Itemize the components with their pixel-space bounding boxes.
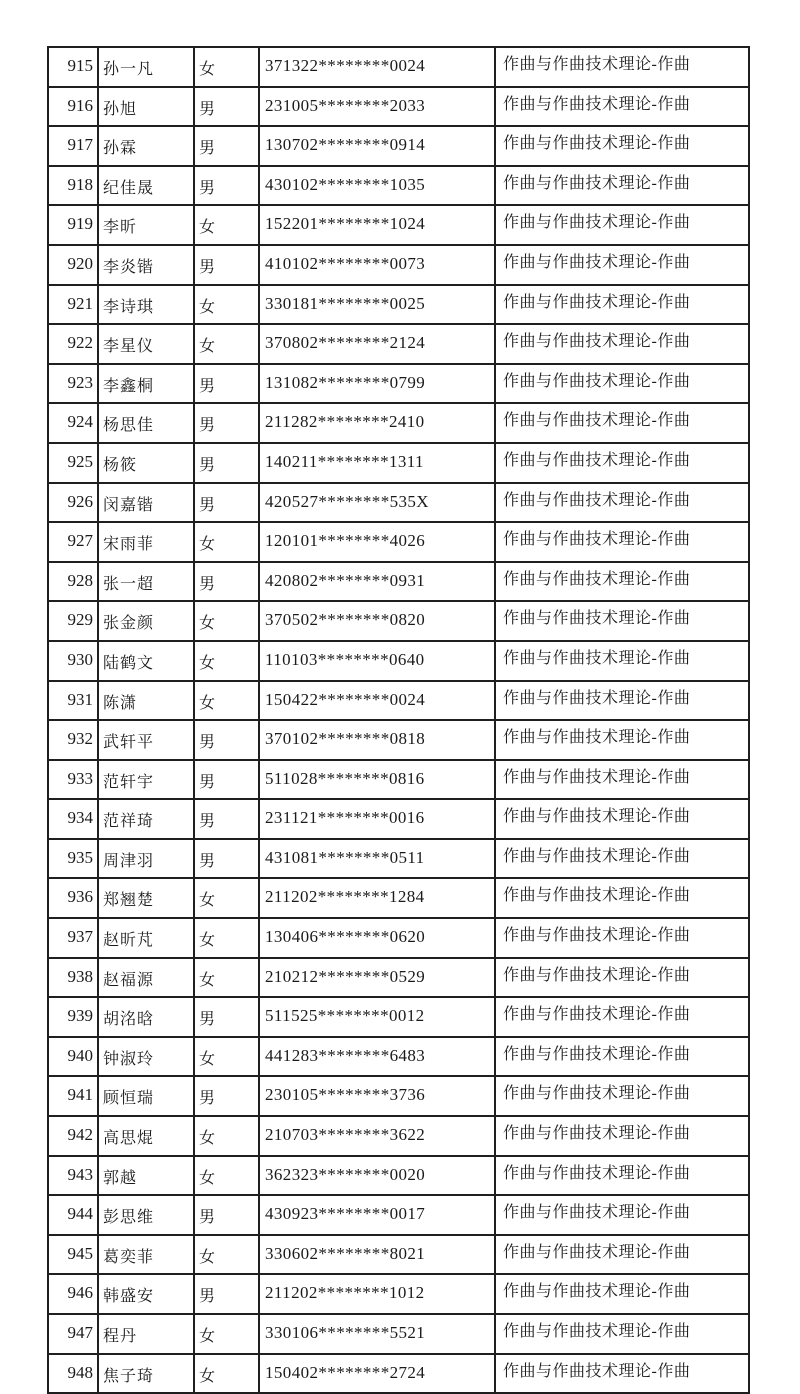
gender-cell: 女 — [194, 522, 259, 562]
name-cell: 闵嘉锴 — [98, 483, 194, 523]
gender-cell: 女 — [194, 1037, 259, 1077]
id-number-cell: 110103********0640 — [259, 641, 495, 681]
major-cell: 作曲与作曲技术理论-作曲 — [495, 1354, 749, 1394]
major-cell: 作曲与作曲技术理论-作曲 — [495, 1235, 749, 1275]
major-cell: 作曲与作曲技术理论-作曲 — [495, 918, 749, 958]
row-number-cell: 928 — [48, 562, 98, 602]
table-row — [48, 126, 749, 166]
major-cell: 作曲与作曲技术理论-作曲 — [495, 47, 749, 87]
row-number-cell: 922 — [48, 324, 98, 364]
table-row — [48, 1274, 749, 1314]
row-number-cell: 936 — [48, 878, 98, 918]
major-cell: 作曲与作曲技术理论-作曲 — [495, 403, 749, 443]
gender-cell: 女 — [194, 1314, 259, 1354]
row-number-cell: 934 — [48, 799, 98, 839]
gender-cell: 男 — [194, 364, 259, 404]
id-number-cell: 420527********535X — [259, 483, 495, 523]
table-row — [48, 324, 749, 364]
major-cell: 作曲与作曲技术理论-作曲 — [495, 1314, 749, 1354]
name-cell: 周津羽 — [98, 839, 194, 879]
table-row — [48, 799, 749, 839]
name-cell: 李炎锴 — [98, 245, 194, 285]
name-cell: 陆鹤文 — [98, 641, 194, 681]
row-number-cell: 931 — [48, 681, 98, 721]
row-number-cell: 927 — [48, 522, 98, 562]
gender-cell: 女 — [194, 601, 259, 641]
id-number-cell: 430923********0017 — [259, 1195, 495, 1235]
row-number-cell: 944 — [48, 1195, 98, 1235]
table-row — [48, 1354, 749, 1394]
row-number-cell: 947 — [48, 1314, 98, 1354]
row-number-cell: 917 — [48, 126, 98, 166]
id-number-cell: 210212********0529 — [259, 958, 495, 998]
major-cell: 作曲与作曲技术理论-作曲 — [495, 1156, 749, 1196]
row-number-cell: 942 — [48, 1116, 98, 1156]
gender-cell: 男 — [194, 443, 259, 483]
name-cell: 陈潇 — [98, 681, 194, 721]
id-number-cell: 371322********0024 — [259, 47, 495, 87]
gender-cell: 男 — [194, 483, 259, 523]
table-row — [48, 1037, 749, 1077]
major-cell: 作曲与作曲技术理论-作曲 — [495, 1037, 749, 1077]
major-cell: 作曲与作曲技术理论-作曲 — [495, 522, 749, 562]
major-cell: 作曲与作曲技术理论-作曲 — [495, 205, 749, 245]
id-number-cell: 330602********8021 — [259, 1235, 495, 1275]
row-number-cell: 930 — [48, 641, 98, 681]
id-number-cell: 330106********5521 — [259, 1314, 495, 1354]
major-cell: 作曲与作曲技术理论-作曲 — [495, 126, 749, 166]
name-cell: 赵福源 — [98, 958, 194, 998]
id-number-cell: 362323********0020 — [259, 1156, 495, 1196]
id-number-cell: 370802********2124 — [259, 324, 495, 364]
row-number-cell: 933 — [48, 760, 98, 800]
row-number-cell: 925 — [48, 443, 98, 483]
gender-cell: 女 — [194, 878, 259, 918]
name-cell: 杨筱 — [98, 443, 194, 483]
major-cell: 作曲与作曲技术理论-作曲 — [495, 324, 749, 364]
major-cell: 作曲与作曲技术理论-作曲 — [495, 1076, 749, 1116]
id-number-cell: 210703********3622 — [259, 1116, 495, 1156]
id-number-cell: 150422********0024 — [259, 681, 495, 721]
major-cell: 作曲与作曲技术理论-作曲 — [495, 641, 749, 681]
name-cell: 张金颜 — [98, 601, 194, 641]
table-row — [48, 364, 749, 404]
row-number-cell: 932 — [48, 720, 98, 760]
name-cell: 范祥琦 — [98, 799, 194, 839]
id-number-cell: 231005********2033 — [259, 87, 495, 127]
row-number-cell: 937 — [48, 918, 98, 958]
table-row — [48, 87, 749, 127]
major-cell: 作曲与作曲技术理论-作曲 — [495, 285, 749, 325]
row-number-cell: 924 — [48, 403, 98, 443]
row-number-cell: 921 — [48, 285, 98, 325]
name-cell: 葛奕菲 — [98, 1235, 194, 1275]
table-row — [48, 483, 749, 523]
table-row — [48, 443, 749, 483]
table-row — [48, 641, 749, 681]
id-number-cell: 211202********1284 — [259, 878, 495, 918]
id-number-cell: 211202********1012 — [259, 1274, 495, 1314]
table-row — [48, 1235, 749, 1275]
gender-cell: 男 — [194, 166, 259, 206]
name-cell: 李昕 — [98, 205, 194, 245]
table-row — [48, 47, 749, 87]
table-body — [48, 47, 749, 1393]
gender-cell: 男 — [194, 997, 259, 1037]
major-cell: 作曲与作曲技术理论-作曲 — [495, 720, 749, 760]
name-cell: 郑翘楚 — [98, 878, 194, 918]
name-cell: 顾恒瑞 — [98, 1076, 194, 1116]
name-cell: 高思焜 — [98, 1116, 194, 1156]
gender-cell: 男 — [194, 562, 259, 602]
row-number-cell: 945 — [48, 1235, 98, 1275]
id-number-cell: 431081********0511 — [259, 839, 495, 879]
major-cell: 作曲与作曲技术理论-作曲 — [495, 166, 749, 206]
name-cell: 孙一凡 — [98, 47, 194, 87]
row-number-cell: 918 — [48, 166, 98, 206]
id-number-cell: 231121********0016 — [259, 799, 495, 839]
id-number-cell: 211282********2410 — [259, 403, 495, 443]
row-number-cell: 919 — [48, 205, 98, 245]
name-cell: 程丹 — [98, 1314, 194, 1354]
row-number-cell: 938 — [48, 958, 98, 998]
row-number-cell: 920 — [48, 245, 98, 285]
name-cell: 孙霖 — [98, 126, 194, 166]
table-row — [48, 997, 749, 1037]
row-number-cell: 943 — [48, 1156, 98, 1196]
id-number-cell: 131082********0799 — [259, 364, 495, 404]
table-row — [48, 878, 749, 918]
table-row — [48, 205, 749, 245]
name-cell: 郭越 — [98, 1156, 194, 1196]
gender-cell: 男 — [194, 403, 259, 443]
table-row — [48, 1156, 749, 1196]
id-number-cell: 511525********0012 — [259, 997, 495, 1037]
row-number-cell: 946 — [48, 1274, 98, 1314]
name-cell: 李星仪 — [98, 324, 194, 364]
gender-cell: 女 — [194, 324, 259, 364]
major-cell: 作曲与作曲技术理论-作曲 — [495, 760, 749, 800]
row-number-cell: 935 — [48, 839, 98, 879]
name-cell: 纪佳晟 — [98, 166, 194, 206]
gender-cell: 女 — [194, 1156, 259, 1196]
id-number-cell: 130702********0914 — [259, 126, 495, 166]
table-row — [48, 285, 749, 325]
id-number-cell: 150402********2724 — [259, 1354, 495, 1394]
id-number-cell: 330181********0025 — [259, 285, 495, 325]
major-cell: 作曲与作曲技术理论-作曲 — [495, 997, 749, 1037]
id-number-cell: 140211********1311 — [259, 443, 495, 483]
table-row — [48, 839, 749, 879]
id-number-cell: 120101********4026 — [259, 522, 495, 562]
gender-cell: 男 — [194, 760, 259, 800]
id-number-cell: 511028********0816 — [259, 760, 495, 800]
gender-cell: 男 — [194, 799, 259, 839]
id-number-cell: 152201********1024 — [259, 205, 495, 245]
gender-cell: 女 — [194, 1116, 259, 1156]
table-row — [48, 601, 749, 641]
id-number-cell: 370102********0818 — [259, 720, 495, 760]
row-number-cell: 923 — [48, 364, 98, 404]
major-cell: 作曲与作曲技术理论-作曲 — [495, 1195, 749, 1235]
gender-cell: 女 — [194, 285, 259, 325]
name-cell: 张一超 — [98, 562, 194, 602]
gender-cell: 女 — [194, 918, 259, 958]
gender-cell: 女 — [194, 47, 259, 87]
gender-cell: 男 — [194, 1076, 259, 1116]
id-number-cell: 420802********0931 — [259, 562, 495, 602]
gender-cell: 女 — [194, 681, 259, 721]
row-number-cell: 929 — [48, 601, 98, 641]
major-cell: 作曲与作曲技术理论-作曲 — [495, 681, 749, 721]
name-cell: 彭思维 — [98, 1195, 194, 1235]
name-cell: 孙旭 — [98, 87, 194, 127]
gender-cell: 女 — [194, 958, 259, 998]
table-row — [48, 958, 749, 998]
major-cell: 作曲与作曲技术理论-作曲 — [495, 87, 749, 127]
row-number-cell: 941 — [48, 1076, 98, 1116]
major-cell: 作曲与作曲技术理论-作曲 — [495, 364, 749, 404]
id-number-cell: 370502********0820 — [259, 601, 495, 641]
major-cell: 作曲与作曲技术理论-作曲 — [495, 1274, 749, 1314]
roster-table — [47, 46, 750, 1394]
gender-cell: 男 — [194, 720, 259, 760]
id-number-cell: 430102********1035 — [259, 166, 495, 206]
name-cell: 李诗琪 — [98, 285, 194, 325]
gender-cell: 男 — [194, 1195, 259, 1235]
gender-cell: 男 — [194, 839, 259, 879]
name-cell: 李鑫桐 — [98, 364, 194, 404]
id-number-cell: 130406********0620 — [259, 918, 495, 958]
name-cell: 宋雨菲 — [98, 522, 194, 562]
id-number-cell: 441283********6483 — [259, 1037, 495, 1077]
table-row — [48, 562, 749, 602]
major-cell: 作曲与作曲技术理论-作曲 — [495, 443, 749, 483]
name-cell: 赵昕芃 — [98, 918, 194, 958]
id-number-cell: 230105********3736 — [259, 1076, 495, 1116]
table-row — [48, 522, 749, 562]
major-cell: 作曲与作曲技术理论-作曲 — [495, 483, 749, 523]
gender-cell: 女 — [194, 1235, 259, 1275]
table-row — [48, 166, 749, 206]
table-row — [48, 403, 749, 443]
gender-cell: 男 — [194, 87, 259, 127]
major-cell: 作曲与作曲技术理论-作曲 — [495, 1116, 749, 1156]
major-cell: 作曲与作曲技术理论-作曲 — [495, 878, 749, 918]
gender-cell: 女 — [194, 641, 259, 681]
table-row — [48, 681, 749, 721]
name-cell: 钟淑玲 — [98, 1037, 194, 1077]
table-row — [48, 918, 749, 958]
table-row — [48, 720, 749, 760]
gender-cell: 女 — [194, 1354, 259, 1394]
table-row — [48, 245, 749, 285]
major-cell: 作曲与作曲技术理论-作曲 — [495, 245, 749, 285]
row-number-cell: 926 — [48, 483, 98, 523]
gender-cell: 女 — [194, 205, 259, 245]
major-cell: 作曲与作曲技术理论-作曲 — [495, 958, 749, 998]
major-cell: 作曲与作曲技术理论-作曲 — [495, 799, 749, 839]
row-number-cell: 940 — [48, 1037, 98, 1077]
name-cell: 胡洺晗 — [98, 997, 194, 1037]
row-number-cell: 915 — [48, 47, 98, 87]
row-number-cell: 939 — [48, 997, 98, 1037]
name-cell: 焦子琦 — [98, 1354, 194, 1394]
table-row — [48, 1314, 749, 1354]
name-cell: 范轩宇 — [98, 760, 194, 800]
id-number-cell: 410102********0073 — [259, 245, 495, 285]
name-cell: 武轩平 — [98, 720, 194, 760]
major-cell: 作曲与作曲技术理论-作曲 — [495, 839, 749, 879]
row-number-cell: 948 — [48, 1354, 98, 1394]
table-row — [48, 760, 749, 800]
major-cell: 作曲与作曲技术理论-作曲 — [495, 562, 749, 602]
name-cell: 韩盛安 — [98, 1274, 194, 1314]
gender-cell: 男 — [194, 126, 259, 166]
major-cell: 作曲与作曲技术理论-作曲 — [495, 601, 749, 641]
table-row — [48, 1076, 749, 1116]
name-cell: 杨思佳 — [98, 403, 194, 443]
gender-cell: 男 — [194, 245, 259, 285]
gender-cell: 男 — [194, 1274, 259, 1314]
table-row — [48, 1116, 749, 1156]
table-row — [48, 1195, 749, 1235]
row-number-cell: 916 — [48, 87, 98, 127]
